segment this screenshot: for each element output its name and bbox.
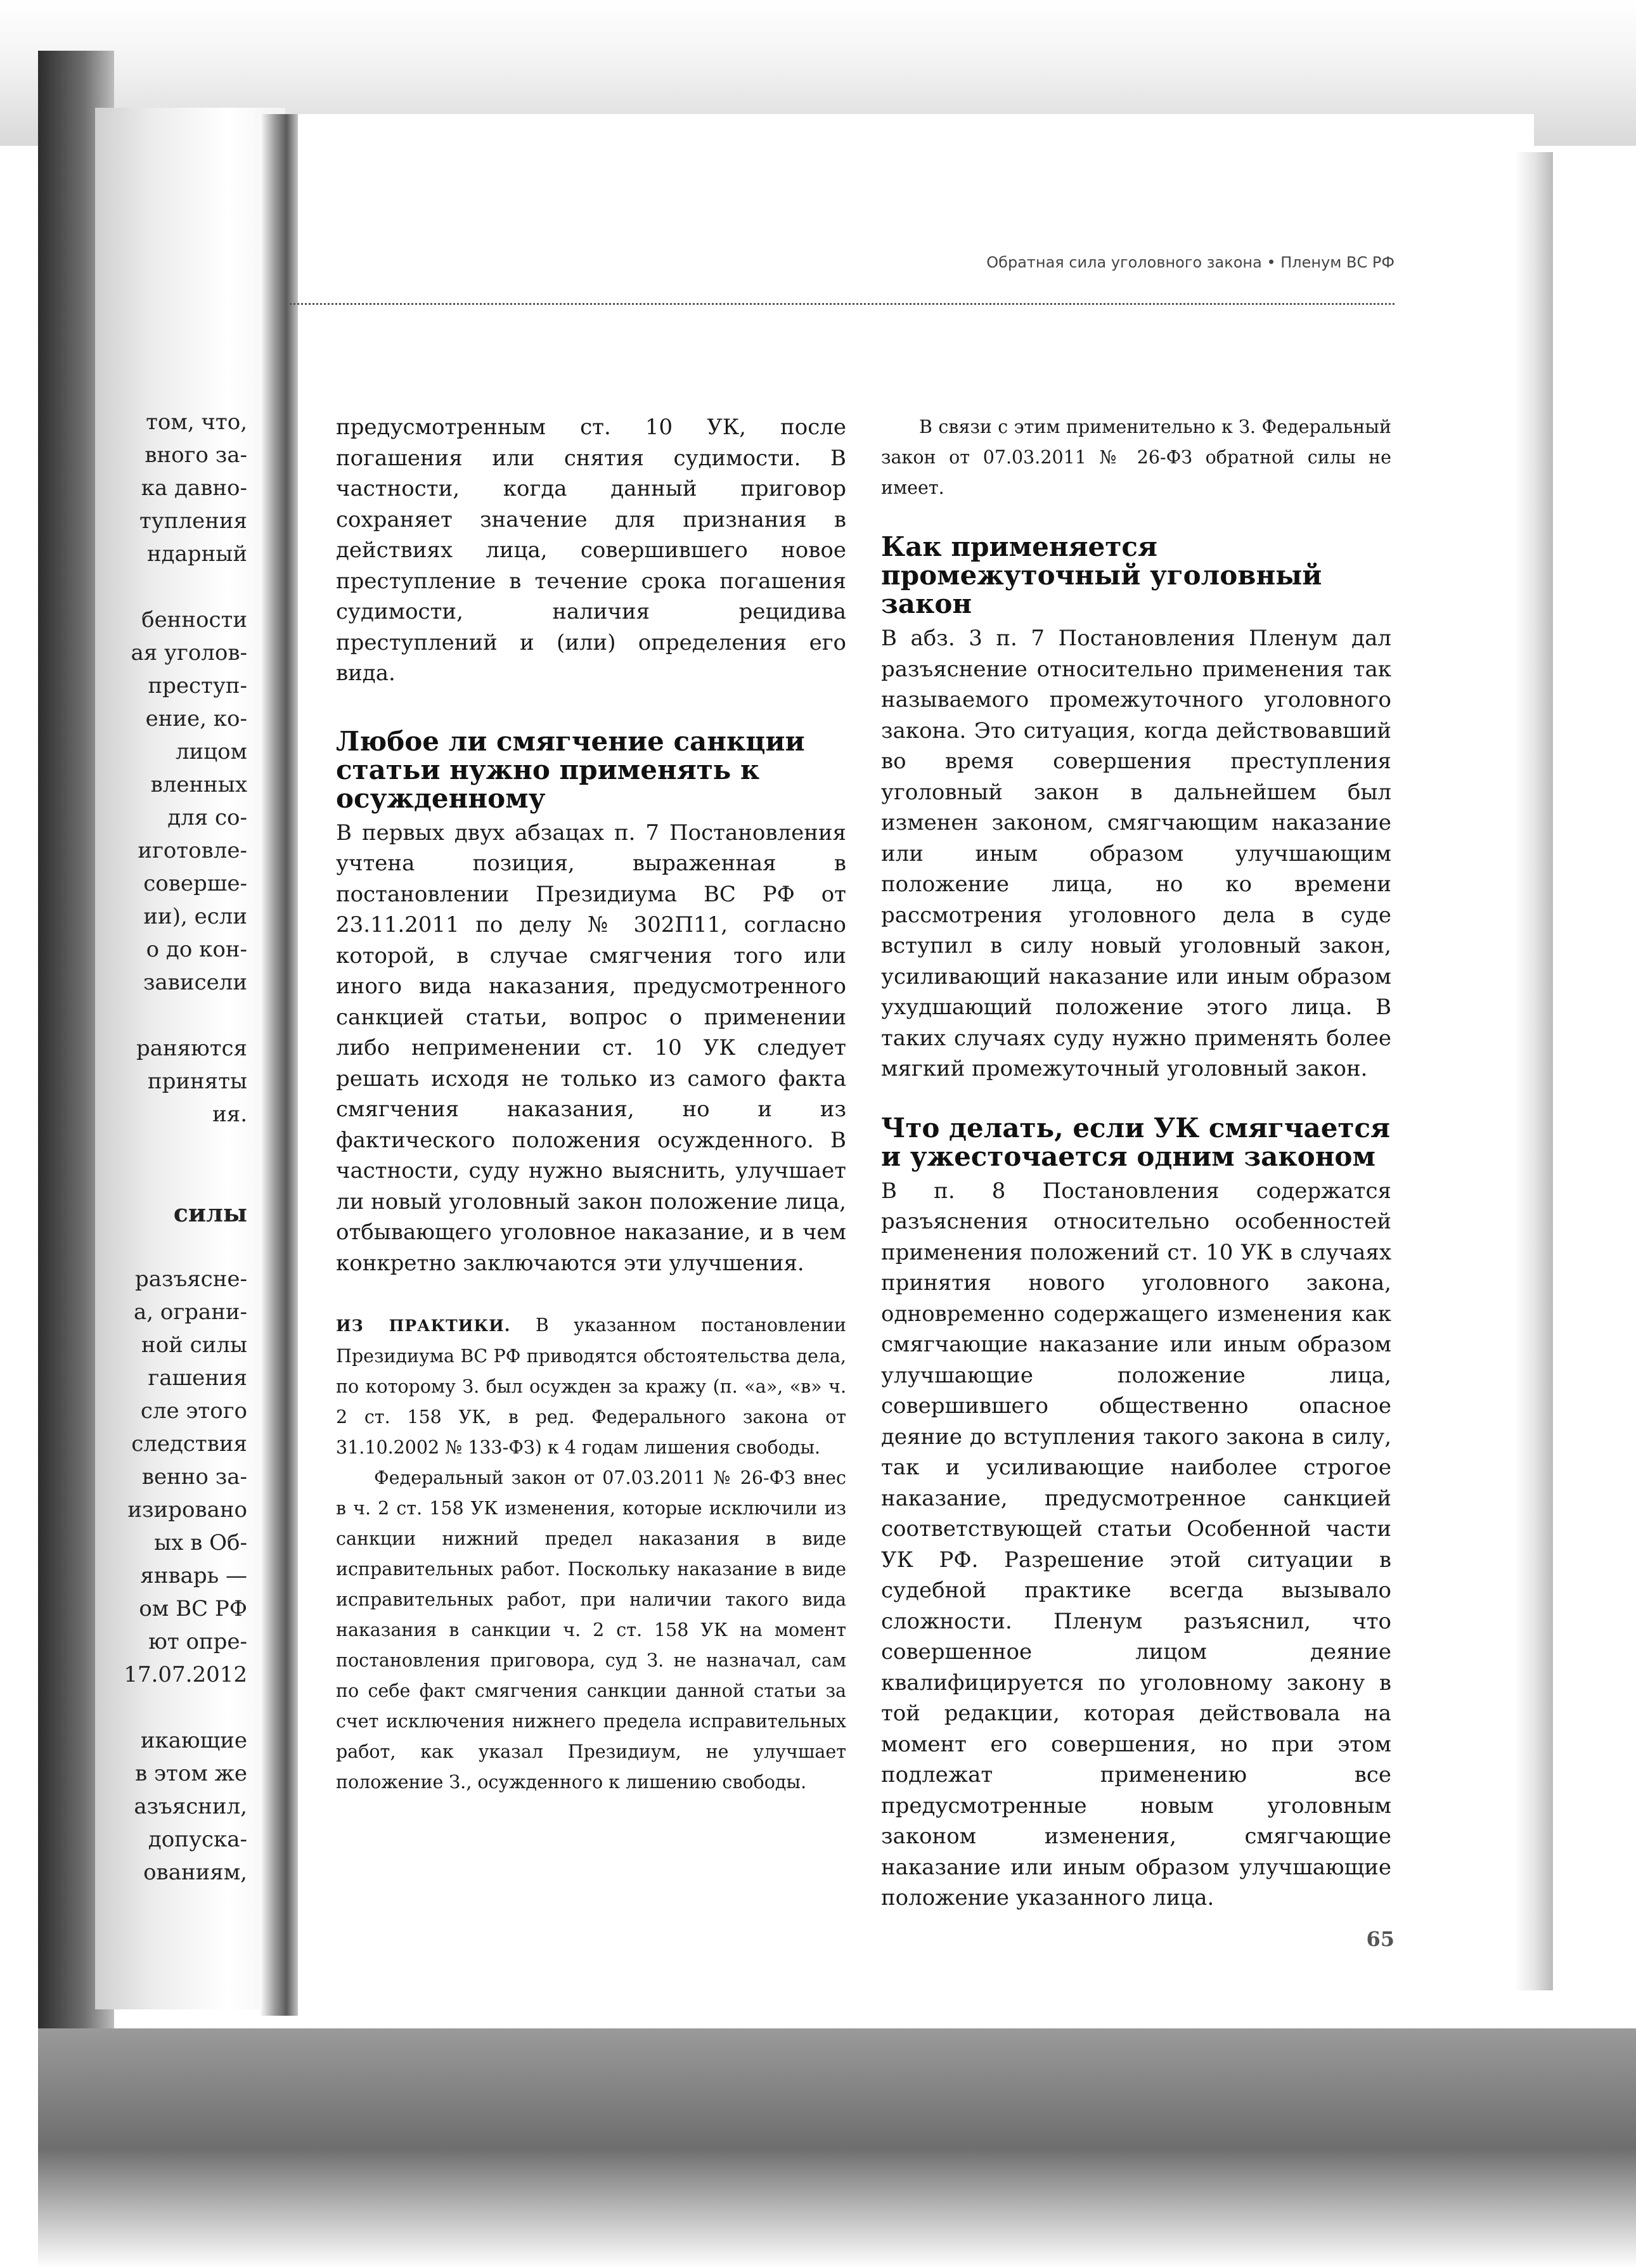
left-page-text-line: приняты xyxy=(147,1069,247,1094)
page-number: 65 xyxy=(1366,1927,1394,1951)
left-page-gap xyxy=(117,1164,247,1197)
practice-paragraph xyxy=(336,1310,846,1463)
paragraph: предусмотренным ст. 10 УК, после погашения или снятия судимости. В частности, когда данный приговор сохраняет значение для признания в действиях лица, совершившего новое преступление в течение срока погашения судимости, наличия рецидива преступлений и (или) определения его вида. xyxy=(336,415,846,686)
left-page-text-line: ия. xyxy=(212,1102,247,1127)
left-page-text-line: венно за- xyxy=(141,1464,247,1490)
left-page-text-line: соверше- xyxy=(143,871,247,896)
left-page-text-line: преступ- xyxy=(148,673,247,699)
paragraph: В первых двух абзацах п. 7 Постановления учтена позиция, выраженная в постановлении Президиума ВС РФ от 23.11.2011 по делу № 302П11, согласно которой, в случае смягчения того или иного вида наказания, предусмотренного санкцией статьи, вопрос о применении либо неприменении ст. 10 УК следует решать исходя не только из самого факта смягчения наказания, но и из фактического положения осужденного. В частности, суду нужно выяснить, улучшает ли новый уголовный закон положение лица, отбывающего уголовное наказание, и в чем конкретно заключаются эти улучшения. xyxy=(336,820,846,1276)
left-page-text-line: январь — xyxy=(140,1563,247,1588)
left-page-text-line: о до кон- xyxy=(146,937,247,962)
left-page-gap xyxy=(117,1230,247,1263)
left-page-text-line: тупления xyxy=(139,508,247,534)
header-dotted-rule xyxy=(285,303,1394,305)
left-page-text-line: разъясне- xyxy=(135,1266,247,1292)
left-page-text-line: лицом xyxy=(175,739,247,764)
left-page-text-line: ение, ко- xyxy=(145,706,247,731)
left-page-text-line: а, ограни- xyxy=(133,1299,247,1325)
book-gutter xyxy=(260,114,298,2016)
left-page-text-line: иготовле- xyxy=(138,838,247,863)
left-page-text-line: вного за- xyxy=(145,442,247,468)
left-page-text-line: допуска- xyxy=(148,1827,247,1852)
left-page-text-line: ая уголов- xyxy=(131,640,247,666)
left-page-text-line: икающие xyxy=(140,1728,247,1753)
left-page-text-line: ка давно- xyxy=(141,475,247,501)
left-page-text-line: ндарный xyxy=(146,541,247,567)
practice-paragraph: В связи с этим применительно к З. Федеральный закон от 07.03.2011 № 26-ФЗ обратной силы не имеет. xyxy=(881,416,1391,498)
left-page-text-line: в этом же xyxy=(135,1761,247,1786)
left-page-text-line: силы xyxy=(173,1199,247,1227)
paragraph: В абз. 3 п. 7 Постановления Пленум дал разъяснение относительно применения так называемого промежуточного уголовного закона. Это ситуация, когда действовавший во время совершения преступления уголовный закон в дальнейшем был изменен законом, смягчающим наказание или иным образом улучшающим положение лица, но ко времени рассмотрения уголовного дела в суде вступил в силу новый уголовный закон, усиливающий наказание или иным образом ухудшающий положение этого лица. В таких случаях суду нужно применять более мягкий промежуточный уголовный закон. xyxy=(881,626,1391,1081)
left-page-text-line: ых в Об- xyxy=(154,1530,247,1556)
practice-label: ИЗ ПРАКТИКИ. xyxy=(336,1317,511,1335)
left-page-text-line: ной силы xyxy=(141,1332,247,1358)
left-page-fragment-column xyxy=(117,406,247,1889)
left-page-text-line: азъяснил, xyxy=(134,1794,247,1819)
left-page-text-line: следствия xyxy=(131,1431,247,1457)
left-page-text-line: вленных xyxy=(150,772,247,797)
left-page-text-line: гашения xyxy=(148,1365,247,1391)
left-page-gap xyxy=(117,1131,247,1164)
scan-shadow-bottom xyxy=(38,2028,1636,2268)
left-page-text-line: ют опре- xyxy=(148,1629,247,1654)
left-page-text-line: 17.07.2012 xyxy=(124,1662,247,1687)
section-heading: Что делать, если УК смягчается и ужесточается одним законом xyxy=(881,1112,1391,1172)
left-page-text-line: ованиям, xyxy=(143,1860,247,1885)
left-page-text-line: изировано xyxy=(127,1497,247,1523)
left-page-gap xyxy=(117,999,247,1032)
left-page-gap xyxy=(117,570,247,603)
left-page-text-line: том, что, xyxy=(146,409,247,435)
left-page-gap xyxy=(117,1691,247,1724)
section-heading: Любое ли смягчение санкции статьи нужно применять к осужденному xyxy=(336,725,805,814)
section-heading: Как применяется промежуточный уголовный закон xyxy=(881,531,1322,619)
practice-paragraph: Федеральный закон от 07.03.2011 № 26-ФЗ внес в ч. 2 ст. 158 УК изменения, которые исключили из санкции нижний предел наказания в виде исправительных работ. Поскольку наказание в виде исправительных работ, при наличии такого вида наказания в санкции ч. 2 ст. 158 УК на момент постановления приговора, суд З. не назначал, сам по себе факт смягчения санкции данной статьи за счет исключения нижнего предела исправительных работ, как указал Президиум, не улучшает положение З., осужденного к лишению свободы. xyxy=(336,1467,846,1793)
left-page-text-line: раняются xyxy=(136,1036,247,1061)
left-page-text-line: зависели xyxy=(143,970,247,995)
left-page-text-line: для со- xyxy=(167,805,247,830)
column-right xyxy=(881,412,1391,1914)
left-page-text-line: ом ВС РФ xyxy=(139,1596,247,1621)
right-page-edge xyxy=(1515,152,1553,1990)
running-header: Обратная сила уголовного закона • Пленум ВС РФ xyxy=(986,254,1394,271)
paragraph: В п. 8 Постановления содержатся разъяснения относительно особенностей применения положений ст. 10 УК в случаях принятия нового уголовного закона, одновременно содержащего изменения как смягчающие наказание или иным образом улучшающие положение лица, совершившего общественно опасное деяние до вступления такого закона в силу, так и усиливающие наиболее строгое наказание, предусмотренное санкцией соответствующей статьи Особенной части УК РФ. Разрешение этой ситуации в судебной практике всегда вызывало сложности. Пленум разъяснил, что совершенное лицом деяние квалифицируется по уголовному закону в той редакции, которая действовала на момент его совершения, но при этом подлежат применению все предусмотренные новым уголовным законом изменения, смягчающие наказание или иным образом улучшающие положение указанного лица. xyxy=(881,1178,1391,1910)
column-left xyxy=(336,412,846,1798)
practice-text: В указанном постановлении Президиума ВС РФ приводятся обстоятельства дела, по которому З. был осужден за кражу (п. «а», «в» ч. 2 ст. 158 УК, в ред. Федерального закона от 31.10.2002 № 133-ФЗ) к 4 годам лишения свободы. xyxy=(336,1315,847,1458)
left-page-text-line: бенности xyxy=(141,607,247,633)
left-page-text-line: сле этого xyxy=(140,1398,247,1424)
left-page-text-line: ии), если xyxy=(143,904,247,929)
